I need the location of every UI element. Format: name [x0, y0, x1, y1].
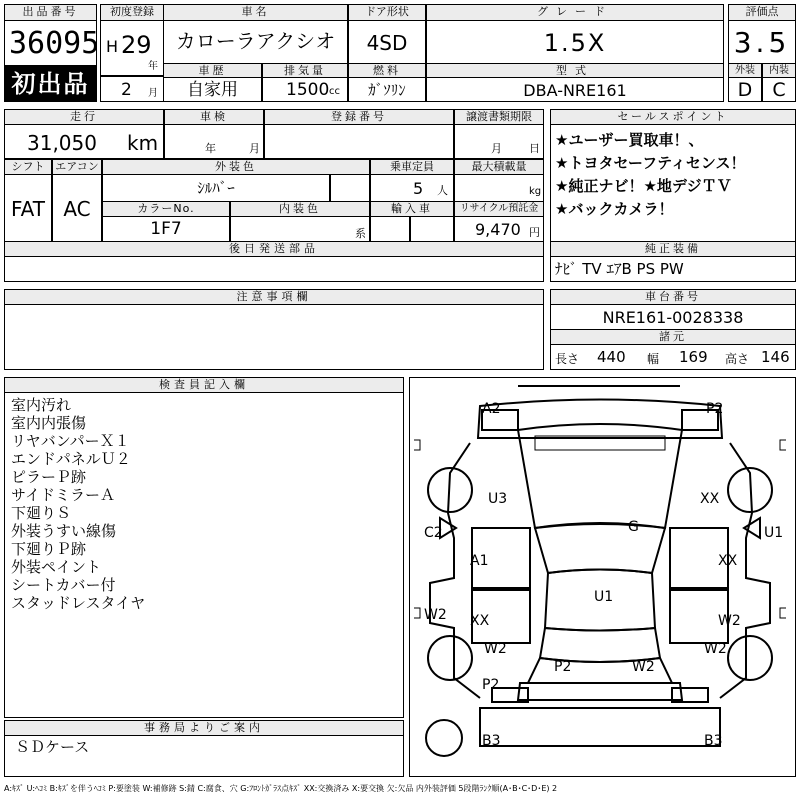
inspector-note: 外装ペイント [11, 558, 102, 576]
length: 440 [597, 348, 626, 366]
capacity-unit: 人 [437, 184, 448, 197]
shift: FAT [10, 197, 45, 221]
inspector-label: 検査員記入欄 [4, 377, 404, 393]
lot-number-label: 出品番号 [4, 4, 97, 21]
office-note: ＳＤケース [15, 738, 90, 756]
sales-points-box [550, 124, 796, 242]
mark-p2-trunk: P2 [554, 659, 572, 675]
office-label: 事務局よりご案内 [4, 720, 404, 736]
mark-b3-right: B3 [704, 733, 723, 749]
mileage-box [4, 124, 164, 159]
year-unit: 年 [148, 61, 158, 72]
mark-c2: C2 [424, 525, 443, 541]
fuel-box [348, 77, 426, 102]
mileage: 31,050 [27, 131, 97, 155]
inspector-note: エンドパネルＵ２ [11, 450, 131, 468]
fuel-label: 燃料 [348, 63, 426, 78]
color-no: 1F7 [150, 219, 182, 239]
inspector-note: 下廻りＰ跡 [11, 540, 87, 558]
width-label: 幅 [647, 352, 660, 366]
mark-w2-rmid: W2 [718, 613, 741, 629]
mark-b3-left: B3 [482, 733, 501, 749]
mark-u1-center: U1 [594, 589, 614, 605]
door-label: ドア形状 [348, 4, 426, 21]
ext-color-box [102, 174, 330, 202]
later-parts-box [4, 256, 544, 282]
shift-box [4, 174, 52, 242]
caution-label: 注意事項欄 [4, 289, 544, 305]
chassis-label: 車台番号 [550, 289, 796, 305]
mark-xx-right: XX [700, 491, 720, 507]
int-color-unit: 系 [355, 227, 366, 240]
import-box-2 [410, 216, 454, 242]
chassis-number: NRE161-0028338 [602, 308, 744, 327]
inspector-note: 下廻りＳ [11, 504, 72, 522]
exterior-box [728, 77, 762, 102]
int-color-label: 内装色 [230, 201, 370, 217]
recycle-fee: 9,470 [475, 220, 521, 239]
mark-u1-right: U1 [764, 525, 784, 541]
era: H [106, 37, 119, 56]
score: 3.5 [733, 26, 791, 59]
mark-w2-trunk: W2 [632, 659, 655, 675]
month-unit: 月 [148, 88, 158, 99]
car-name: カローラアクシオ [175, 29, 336, 53]
capacity-box [370, 174, 454, 202]
mark-xx-rmid: XX [718, 553, 738, 569]
capacity-label: 乗車定員 [370, 159, 454, 175]
inspector-notes-box [4, 392, 404, 718]
lot-number-box [4, 20, 100, 66]
sales-point-line: ★トヨタセーフティセンス！ [555, 154, 746, 172]
inspector-note: スタッドレスタイヤ [11, 594, 146, 612]
air-conditioner: AC [63, 197, 91, 221]
ext-color-extra [330, 174, 370, 202]
reg-number-label: 登録番号 [264, 109, 454, 125]
int-color-box [230, 216, 370, 242]
reg-number-box [264, 124, 454, 159]
length-label: 長さ [555, 352, 580, 366]
mark-a2: A2 [482, 401, 501, 417]
car-outline-icon [410, 378, 796, 777]
first-registration-box [100, 20, 164, 76]
inspector-note: リヤバンパーＸ１ [11, 432, 130, 450]
exterior-grade: D [737, 79, 753, 101]
history: 自家用 [187, 80, 238, 100]
equipment-box [550, 256, 796, 282]
recycle-label: リサイクル預託金 [454, 201, 544, 217]
color-no-label: カラーNo. [102, 201, 230, 217]
exterior-label: 外装 [728, 63, 762, 78]
mark-a1: A1 [470, 553, 489, 569]
interior-grade: C [772, 79, 786, 101]
equipment: ﾅﾋﾞ TV ｴｱB PS PW [555, 260, 684, 278]
recycle-box [454, 216, 544, 242]
grade: 1.5X [543, 29, 607, 57]
mark-p2-rear: P2 [482, 677, 500, 693]
sales-point-line: ★バックカメラ！ [555, 200, 674, 218]
capacity: 5 [413, 179, 424, 198]
door-box [348, 20, 426, 64]
inspector-note: サイドミラーＡ [11, 486, 115, 504]
inspector-note: 外装うすい線傷 [11, 522, 117, 540]
inspector-note: 室内内張傷 [11, 414, 87, 432]
ext-color-label: 外装色 [102, 159, 370, 175]
max-load-unit: kg [529, 186, 542, 197]
sales-points-label: セールスポイント [550, 109, 796, 125]
mark-w2-rrear: W2 [704, 641, 727, 657]
max-load-box [454, 174, 544, 202]
mark-g: G [628, 519, 639, 535]
inspector-note: ピラーＰ跡 [11, 468, 87, 486]
grade-box [426, 20, 724, 64]
history-box [163, 77, 262, 102]
reg-year: 29 [121, 31, 152, 59]
ac-box [52, 174, 102, 242]
fuel: ｶﾞｿﾘﾝ [368, 81, 406, 99]
car-name-box [163, 20, 348, 64]
reg-month: 2 [121, 80, 132, 100]
chassis-box [550, 304, 796, 330]
score-label: 評価点 [728, 4, 796, 21]
transfer-doc-label: 譲渡書類期限 [454, 109, 544, 125]
import-label: 輸入車 [370, 201, 454, 217]
score-box [728, 20, 796, 64]
first-registration-label: 初度登録 [100, 4, 164, 21]
office-box [4, 735, 404, 777]
transfer-month-unit: 月 [491, 142, 502, 155]
height: 146 [761, 348, 790, 366]
model: DBA-NRE161 [523, 81, 627, 100]
inspector-note: シートカバー付 [11, 576, 116, 594]
mark-w2-left: W2 [424, 607, 447, 623]
insp-month-unit: 月 [249, 142, 260, 155]
legend: A:ｷｽﾞ U:ﾍｺﾐ B:ｷｽﾞを伴うﾍｺﾐ P:要塗装 W:補修跡 S:錆 C:腐食、穴 G:ﾌﾛﾝﾄｶﾞﾗｽ点ｷｽﾞ XX:交換済み X:要交換 欠:欠品 内外装評価 5段階ﾗﾝｸ順(A･B･C･D･E) 2 [4, 784, 558, 793]
sales-point-line: ★ユーザー買取車！、 [555, 131, 704, 149]
transfer-doc-box [454, 124, 544, 159]
history-label: 車歴 [163, 63, 262, 78]
lot-number: 36095 [9, 26, 100, 61]
ac-label: エアコン [52, 159, 102, 175]
height-label: 高さ [725, 352, 750, 366]
inspection-box [164, 124, 264, 159]
dimensions-label: 諸元 [550, 329, 796, 345]
displacement-label: 排気量 [262, 63, 348, 78]
ext-color: ｼﾙﾊﾞｰ [197, 179, 235, 197]
interior-label: 内装 [762, 63, 796, 78]
mark-p2-top: P2 [706, 401, 724, 417]
equipment-label: 純正装備 [550, 241, 796, 257]
mileage-label: 走行 [4, 109, 164, 125]
sales-point-line: ★純正ナビ！★地デジＴＶ [555, 177, 732, 195]
displacement-unit: cc [329, 86, 340, 97]
model-box [426, 77, 724, 102]
import-box-1 [370, 216, 410, 242]
color-no-box [102, 216, 230, 242]
recycle-unit: 円 [529, 226, 540, 239]
mark-w2-lrear: W2 [484, 641, 507, 657]
first-listing-badge: 初出品 [4, 66, 97, 102]
reg-month-box [100, 76, 164, 102]
displacement-box [262, 77, 348, 102]
inspector-note: 室内汚れ [11, 396, 72, 414]
shift-label: シフト [4, 159, 52, 175]
max-load-label: 最大積載量 [454, 159, 544, 175]
inspection-label: 車検 [164, 109, 264, 125]
model-label: 型式 [426, 63, 724, 78]
transfer-day-unit: 日 [529, 142, 540, 155]
insp-year-unit: 年 [205, 142, 216, 155]
mark-xx-lmid: XX [470, 613, 490, 629]
displacement: 1500 [286, 80, 330, 100]
damage-diagram [409, 377, 796, 777]
dimensions-box [550, 344, 796, 370]
width: 169 [679, 348, 708, 366]
grade-label: グレード [426, 4, 724, 21]
later-parts-label: 後日発送部品 [4, 241, 544, 257]
door-type: 4SD [366, 31, 408, 55]
caution-box [4, 304, 544, 370]
interior-box [762, 77, 796, 102]
mark-u3: U3 [488, 491, 508, 507]
mileage-unit: km [127, 131, 159, 155]
car-name-label: 車名 [163, 4, 348, 21]
